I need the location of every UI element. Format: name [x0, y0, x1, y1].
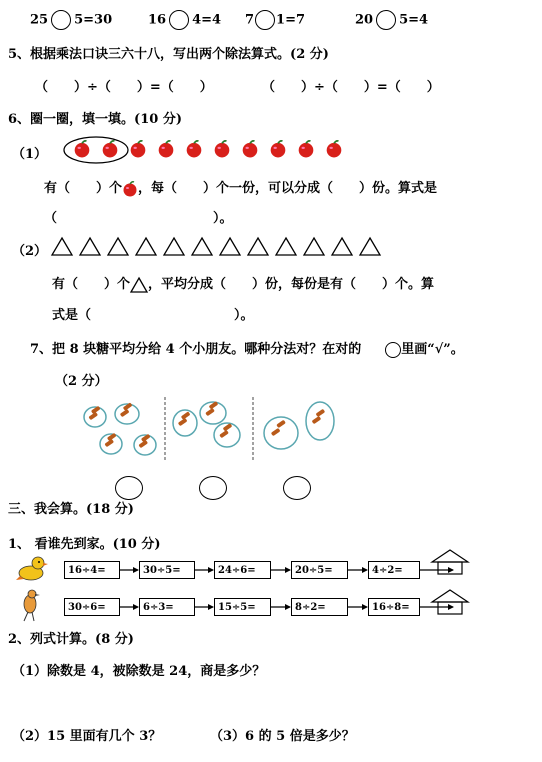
race-answer-box[interactable]: 24÷6= — [214, 561, 271, 579]
triangle-icon — [360, 238, 380, 255]
apple-icon — [156, 140, 176, 158]
race-answer-box[interactable]: 16÷8= — [368, 598, 420, 616]
s3-q2-1: （1）除数是 4，被除数是 24，商是多少？ — [12, 664, 266, 679]
answer-circle-b[interactable] — [196, 476, 230, 500]
p2-text-a: 有（ ）个 — [52, 277, 131, 292]
triangles-svg — [52, 236, 392, 258]
race-arrow-head — [208, 604, 214, 610]
answer-circle[interactable] — [169, 10, 189, 30]
answer-circle-a[interactable] — [112, 476, 146, 500]
p1-text-a: 有（ ）个 — [44, 181, 123, 196]
q6-p1-line1 — [44, 177, 437, 197]
answer-circle[interactable] — [255, 10, 275, 30]
triangle-icon — [248, 238, 268, 255]
answer-circle[interactable] — [51, 10, 71, 30]
triangle-icon — [80, 238, 100, 255]
apple-icon — [122, 181, 138, 197]
apple-icon — [100, 140, 120, 158]
s3-title: 三、我会算。(18 分) — [8, 502, 134, 517]
triangle-icon — [164, 238, 184, 255]
s3-q2-2: （2）15 里面有几个 3？ — [12, 729, 162, 744]
eq-left: 16 — [148, 12, 167, 28]
triangle-icon — [130, 277, 148, 293]
s3-q1-title: 1、 看谁先到家。(10 分) — [8, 537, 161, 552]
triangle-icon — [108, 238, 128, 255]
triangle-icon — [276, 238, 296, 255]
race-answer-box[interactable]: 16÷4= — [64, 561, 120, 579]
race-answer-box[interactable]: 30÷5= — [139, 561, 195, 579]
apples — [72, 140, 352, 158]
top-row — [148, 10, 221, 30]
apple-icon — [324, 140, 344, 158]
q6-part2-label: （2） — [12, 244, 48, 259]
race-arrows — [55, 552, 475, 618]
answer-circle-c[interactable] — [280, 476, 314, 500]
race-arrow-head — [362, 604, 368, 610]
eq-right: 5=30 — [74, 12, 113, 28]
triangle-icon — [136, 238, 156, 255]
apple-icon — [184, 140, 204, 158]
house-icon — [430, 588, 470, 620]
triangle-icon — [192, 238, 212, 255]
race-answer-box[interactable]: 30÷6= — [64, 598, 120, 616]
q6-p1-line2[interactable]: （ ）。 — [44, 211, 233, 226]
q6-title: 6、圈一圈，填一填。(10 分) — [8, 112, 182, 127]
race-answer-box[interactable]: 8÷2= — [291, 598, 348, 616]
eq-left: 25 — [30, 12, 49, 28]
eq-right: 1=7 — [276, 12, 306, 28]
q5-blank-2[interactable]: （ ）÷（ ）=（ ） — [262, 80, 440, 95]
triangle-icon — [52, 238, 72, 255]
triangle-row — [52, 236, 392, 262]
top-row — [355, 10, 428, 30]
apple-icon — [268, 140, 288, 158]
race-arrow-head — [208, 567, 214, 573]
eq-right: 4=4 — [192, 12, 222, 28]
race-answer-box[interactable]: 6÷3= — [139, 598, 195, 616]
triangle-icon — [220, 238, 240, 255]
q7-text-a: 7、把 8 块糖平均分给 4 个小朋友。哪种分法对？在对的 — [30, 342, 362, 357]
triangle-icon — [332, 238, 352, 255]
race-arrow-head — [133, 604, 139, 610]
s3-q2-3: （3）6 的 5 倍是多少？ — [210, 729, 355, 744]
candy-svg — [82, 395, 342, 465]
s3-q2-title: 2、列式计算。(8 分) — [8, 632, 134, 647]
race-arrow-head — [285, 604, 291, 610]
q6-part1-label: （1） — [12, 147, 48, 162]
triangle-icon — [304, 238, 324, 255]
eq-left: 7 — [245, 12, 255, 28]
candy-picture — [82, 395, 342, 469]
race-arrow-head — [362, 567, 368, 573]
q6-p2-line1 — [52, 273, 434, 293]
apple-icon — [128, 140, 148, 158]
q7-title — [30, 338, 464, 358]
top-row — [245, 10, 305, 30]
answer-circle[interactable] — [376, 10, 396, 30]
q6-p2-line2[interactable]: 式是（ ）。 — [52, 308, 254, 323]
race-arrow-head — [285, 567, 291, 573]
q7-score: （2 分） — [55, 374, 108, 389]
apple-icon — [296, 140, 316, 158]
apple-icon — [240, 140, 260, 158]
p1-text-b: ，每（ ）个一份，可以分成（ ）份。算式是 — [138, 181, 438, 196]
race-answer-box[interactable]: 4÷2= — [368, 561, 420, 579]
race-answer-box[interactable]: 15÷5= — [214, 598, 271, 616]
apple-icon — [72, 140, 92, 158]
bird-icon — [18, 590, 44, 626]
duck-icon — [16, 556, 48, 586]
q5-blank-1[interactable]: （ ）÷（ ）=（ ） — [35, 80, 213, 95]
q7-text-b: 里画“√”。 — [401, 342, 464, 357]
p2-text-b: ，平均分成（ ）份，每份是有（ ）个。算 — [148, 277, 435, 292]
house-icon — [430, 548, 470, 580]
race-answer-box[interactable]: 20÷5= — [291, 561, 348, 579]
race-arrow-head — [133, 567, 139, 573]
candy-bag — [306, 402, 334, 440]
top-row — [30, 10, 112, 30]
answer-circle-sample — [385, 342, 401, 358]
eq-left: 20 — [355, 12, 374, 28]
eq-right: 5=4 — [399, 12, 429, 28]
apple-icon — [212, 140, 232, 158]
q5-title: 5、根据乘法口诀三六十八，写出两个除法算式。(2 分) — [8, 47, 329, 62]
